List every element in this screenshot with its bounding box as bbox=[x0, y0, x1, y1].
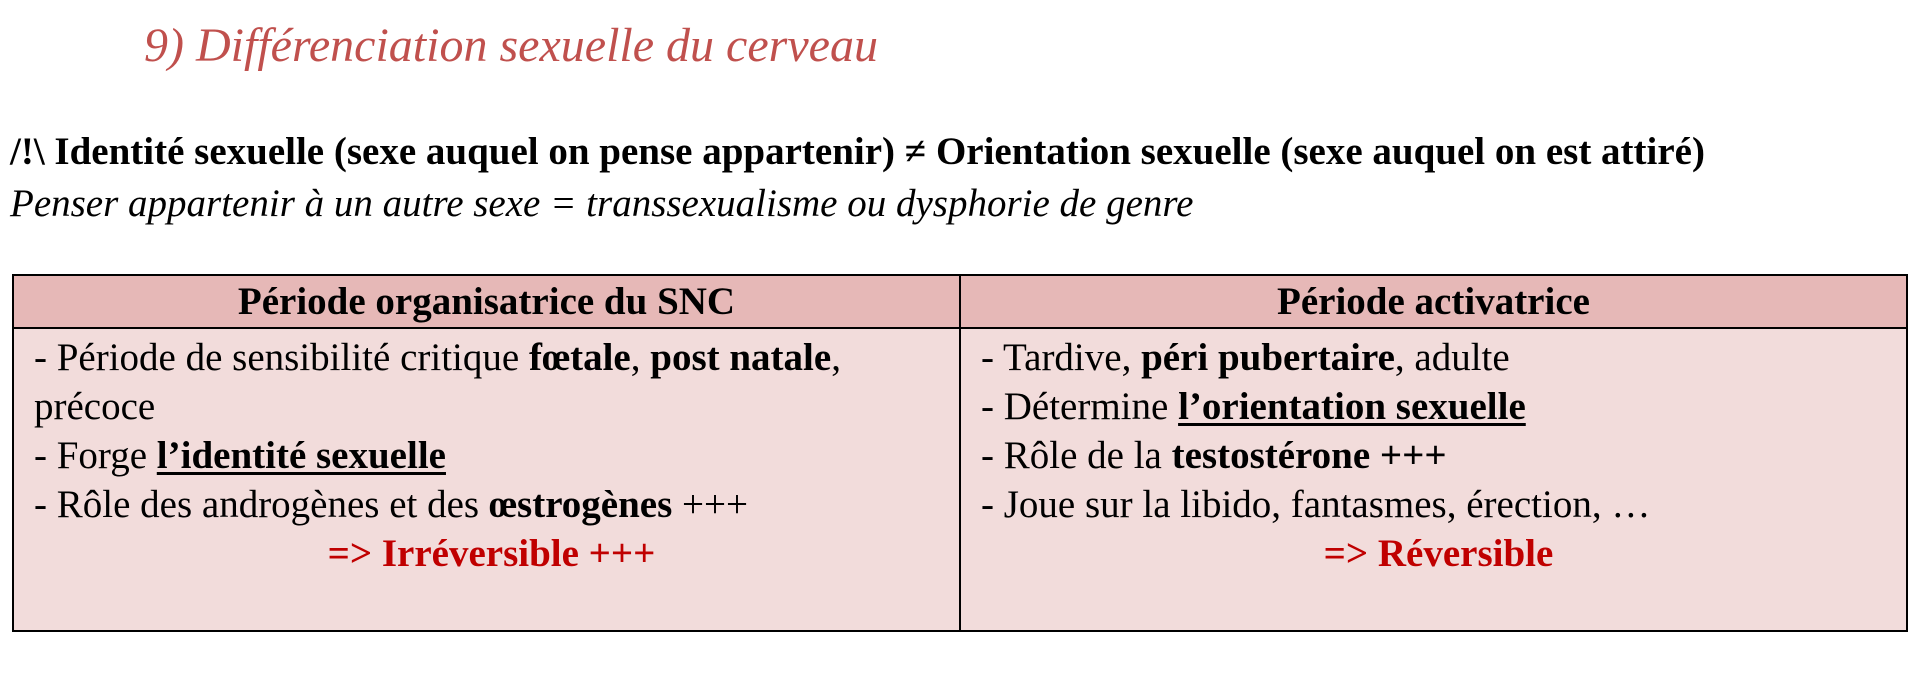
list-item: - Tardive, péri pubertaire, adulte bbox=[981, 336, 1510, 379]
conclusion-irreversible: => Irréversible +++ bbox=[327, 532, 656, 575]
conclusion-reversible: => Réversible bbox=[1323, 532, 1554, 575]
header-organisatrice: Période organisatrice du SNC bbox=[14, 276, 961, 329]
list-item-continuation: précoce bbox=[34, 385, 156, 428]
definition-note: Penser appartenir à un autre sexe = transsexualisme ou dysphorie de genre bbox=[10, 182, 1194, 225]
cell-activatrice bbox=[961, 329, 1906, 630]
comparison-table bbox=[12, 274, 1908, 632]
list-item: - Forge l’identité sexuelle bbox=[34, 434, 446, 477]
list-item: - Rôle de la testostérone +++ bbox=[981, 434, 1447, 477]
section-title: 9) Différenciation sexuelle du cerveau bbox=[144, 19, 878, 72]
list-item: - Rôle des androgènes et des œstrogènes +++ bbox=[34, 483, 749, 526]
list-item: - Détermine l’orientation sexuelle bbox=[981, 385, 1526, 428]
list-item: - Joue sur la libido, fantasmes, érection, … bbox=[981, 483, 1651, 526]
warning-statement: /!\ Identité sexuelle (sexe auquel on pense appartenir) ≠ Orientation sexuelle (sexe auquel on est attiré) bbox=[10, 130, 1705, 173]
list-item: - Période de sensibilité critique fœtale, post natale, bbox=[34, 336, 841, 379]
cell-organisatrice bbox=[14, 329, 961, 630]
header-activatrice: Période activatrice bbox=[961, 276, 1906, 329]
